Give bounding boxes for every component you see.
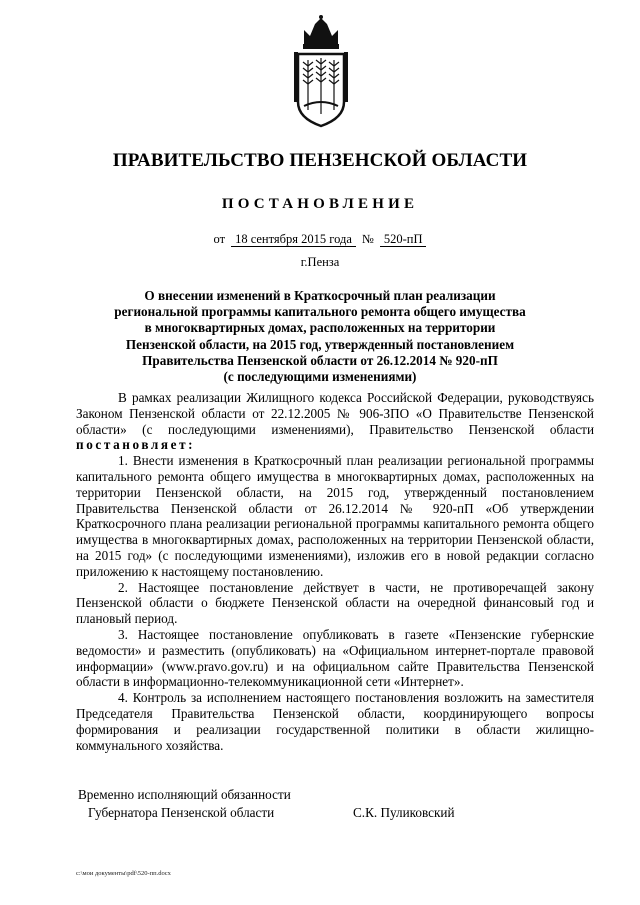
subject-line: (с последующими изменениями) bbox=[223, 369, 417, 385]
document-subject bbox=[60, 288, 580, 385]
document-type: ПОСТАНОВЛЕНИЕ bbox=[221, 196, 419, 212]
subject-line: в многоквартирных домах, расположенных на территории bbox=[144, 320, 496, 336]
date-prefix: от bbox=[213, 232, 226, 246]
date-number-line bbox=[0, 232, 640, 247]
paragraph-2: 2. Настоящее постановление действует в части, не противоречащей закону Пензенской области о бюджете Пензенской области на очередной финансовый год и плановый период. bbox=[76, 579, 594, 627]
number-prefix: № bbox=[361, 232, 374, 246]
city: г.Пенза bbox=[300, 255, 340, 269]
subject-line: О внесении изменений в Краткосрочный план реализации bbox=[144, 288, 496, 303]
subject-line: Правительства Пензенской области от 26.12.2014 № 920-пП bbox=[142, 352, 498, 368]
document-number: 520-пП bbox=[380, 233, 427, 247]
document-date: 18 сентября 2015 года bbox=[231, 233, 356, 247]
signatory-name: С.К. Пуликовский bbox=[353, 805, 455, 820]
signature-block bbox=[78, 786, 455, 822]
document-body bbox=[76, 390, 594, 753]
paragraph-1: 1. Внести изменения в Краткосрочный план реализации региональной программы капитального ремонта общего имущества в многоквартирных домах, расположенных на территории Пензенской области, на 2015 год, утвержденный постановлением Правительства Пензенской области от 26.12.2014 № 920-пП «Об утверждении Краткосрочного плана реализации региональной программы капитального ремонта общего имущества в многоквартирных домах, расположенных на территории Пензенской области, на 2015 год» (с последующими изменениями), изложив его в новой редакции согласно приложению к настоящему постановлению. bbox=[76, 453, 594, 579]
paragraph-4: 4. Контроль за исполнением настоящего постановления возложить на заместителя Председателя Правительства Пензенской области, координирующего вопросы формирования и реализации государственной политики в области жилищно-коммунального хозяйства. bbox=[76, 690, 594, 753]
file-path: c:\мои документы\pdf\520-пп.docx bbox=[76, 870, 171, 877]
paragraph-3: 3. Настоящее постановление опубликовать в газете «Пензенские губернские ведомости» и разместить (опубликовать) на «Официальном интернет-портале правовой информации» (www.pravo.gov.ru) и на официальном сайте Правительства Пензенской области в информационно-телекоммуникационной сети «Интернет». bbox=[76, 626, 594, 690]
signatory-position-2: Губернатора Пензенской области bbox=[88, 805, 275, 820]
government-title: ПРАВИТЕЛЬСТВО ПЕНЗЕНСКОЙ ОБЛАСТИ bbox=[112, 150, 528, 171]
decree-word: постановляет: bbox=[76, 437, 196, 453]
penza-coat-of-arms-icon bbox=[290, 14, 352, 128]
subject-line: Пензенской области, на 2015 год, утвержденный постановлением bbox=[125, 336, 515, 352]
subject-line: региональной программы капитального ремонта общего имущества bbox=[114, 304, 526, 320]
signatory-position-1: Временно исполняющий обязанности bbox=[78, 787, 291, 802]
intro-paragraph: В рамках реализации Жилищного кодекса Российской Федерации, руководствуясь Законом Пензенской области от 22.12.2005 № 906-ЗПО «О Правительстве Пензенской области» (с последующими изменениями), Правительство Пензенской области постановляет: bbox=[76, 390, 594, 453]
